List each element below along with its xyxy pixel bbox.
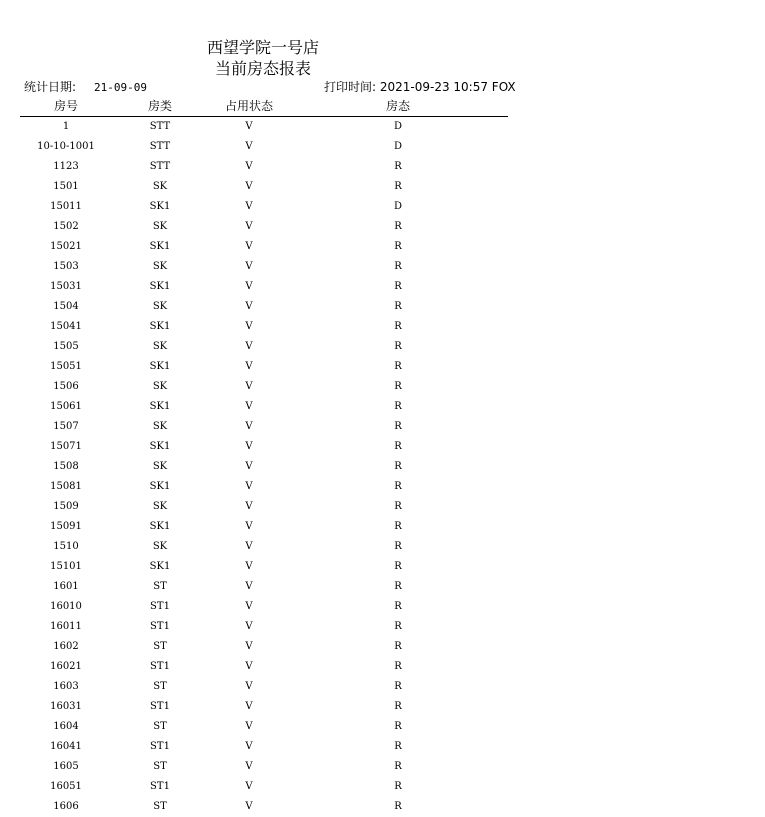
cell-occupancy: V (245, 721, 253, 732)
cell-type: SK (152, 421, 168, 432)
cell-occupancy: V (245, 661, 253, 672)
cell-status: R (394, 561, 402, 572)
column-headers (0, 97, 765, 115)
cell-room: 1504 (53, 301, 79, 312)
cell-occupancy: V (245, 161, 253, 172)
cell-occupancy: V (245, 501, 253, 512)
table-row (0, 217, 765, 237)
cell-room: 15091 (50, 521, 82, 532)
cell-type: SK (152, 301, 168, 312)
cell-room: 1505 (53, 341, 79, 352)
table-row (0, 197, 765, 217)
table-row (0, 457, 765, 477)
table-row (0, 677, 765, 697)
table-row (0, 517, 765, 537)
cell-room: 15021 (50, 241, 82, 252)
cell-status: R (394, 461, 402, 472)
cell-room: 10-10-1001 (37, 141, 95, 152)
cell-status: R (394, 361, 402, 372)
cell-room: 16041 (50, 741, 82, 752)
cell-status: R (394, 261, 402, 272)
cell-type: ST1 (150, 701, 170, 712)
cell-occupancy: V (245, 441, 253, 452)
cell-type: ST1 (150, 661, 170, 672)
cell-occupancy: V (245, 241, 253, 252)
cell-occupancy: V (245, 381, 253, 392)
cell-type: ST (153, 581, 167, 592)
cell-occupancy: V (245, 681, 253, 692)
cell-occupancy: V (245, 761, 253, 772)
cell-type: ST (153, 681, 167, 692)
cell-type: SK (152, 221, 168, 232)
table-row (0, 317, 765, 337)
cell-room: 1606 (53, 801, 79, 812)
cell-status: R (394, 481, 402, 492)
table-row (0, 717, 765, 737)
cell-occupancy: V (245, 601, 253, 612)
cell-type: ST (153, 761, 167, 772)
cell-room: 16011 (50, 621, 82, 632)
cell-type: SK1 (149, 401, 171, 412)
cell-room: 15101 (50, 561, 82, 572)
cell-status: R (394, 341, 402, 352)
cell-status: R (394, 521, 402, 532)
cell-type: STT (149, 161, 171, 172)
cell-type: ST (153, 721, 167, 732)
cell-room: 16010 (50, 601, 82, 612)
cell-type: SK (152, 381, 168, 392)
cell-type: ST1 (150, 741, 170, 752)
table-row (0, 117, 765, 137)
column-header-status: 房态 (385, 99, 410, 113)
table-row (0, 257, 765, 277)
cell-room: 1123 (53, 161, 79, 172)
cell-occupancy: V (245, 361, 253, 372)
table-row (0, 697, 765, 717)
cell-status: R (394, 161, 402, 172)
cell-type: ST (153, 801, 167, 812)
cell-occupancy: V (245, 301, 253, 312)
table-row (0, 177, 765, 197)
print-time: 打印时间: 2021-09-23 10:57 FOX (324, 80, 516, 94)
cell-type: STT (149, 141, 171, 152)
cell-type: STT (149, 121, 171, 132)
table-row (0, 657, 765, 677)
cell-type: SK1 (149, 241, 171, 252)
cell-room: 1601 (53, 581, 79, 592)
cell-room: 1508 (53, 461, 79, 472)
cell-room: 1507 (53, 421, 79, 432)
table-row (0, 557, 765, 577)
stat-date-value: 21-09-09 (94, 81, 148, 94)
cell-occupancy: V (245, 121, 253, 132)
cell-status: D (393, 201, 403, 212)
cell-room: 15061 (50, 401, 82, 412)
table-row (0, 757, 765, 777)
cell-type: SK1 (149, 361, 171, 372)
cell-status: R (394, 681, 402, 692)
cell-occupancy: V (245, 541, 253, 552)
table-row (0, 537, 765, 557)
cell-type: SK1 (149, 481, 171, 492)
cell-status: R (394, 181, 402, 192)
cell-room: 15071 (50, 441, 82, 452)
cell-occupancy: V (245, 281, 253, 292)
cell-status: R (394, 761, 402, 772)
table-row (0, 637, 765, 657)
cell-occupancy: V (245, 701, 253, 712)
table-row (0, 377, 765, 397)
cell-type: SK1 (149, 441, 171, 452)
cell-status: R (394, 381, 402, 392)
cell-room: 1603 (53, 681, 79, 692)
table-row (0, 737, 765, 757)
cell-room: 1509 (53, 501, 79, 512)
cell-room: 15011 (50, 201, 82, 212)
cell-room: 1502 (53, 221, 79, 232)
cell-room: 16021 (50, 661, 82, 672)
cell-status: R (394, 401, 402, 412)
cell-status: R (394, 421, 402, 432)
table-row (0, 237, 765, 257)
cell-occupancy: V (245, 461, 253, 472)
cell-occupancy: V (245, 401, 253, 412)
cell-room: 15031 (50, 281, 82, 292)
cell-status: R (394, 781, 402, 792)
cell-type: ST1 (150, 781, 170, 792)
cell-type: SK1 (149, 321, 171, 332)
table-row (0, 137, 765, 157)
cell-type: SK (152, 341, 168, 352)
cell-status: R (394, 801, 402, 812)
cell-status: R (394, 301, 402, 312)
table-body (0, 117, 765, 817)
table-row (0, 477, 765, 497)
table-row (0, 777, 765, 797)
cell-status: R (394, 601, 402, 612)
cell-occupancy: V (245, 561, 253, 572)
cell-status: R (394, 581, 402, 592)
cell-type: SK1 (149, 521, 171, 532)
table-row (0, 357, 765, 377)
table-row (0, 157, 765, 177)
cell-occupancy: V (245, 141, 253, 152)
cell-status: R (394, 321, 402, 332)
cell-type: SK (152, 461, 168, 472)
cell-occupancy: V (245, 781, 253, 792)
cell-status: R (394, 441, 402, 452)
cell-type: SK1 (149, 201, 171, 212)
cell-room: 15041 (50, 321, 82, 332)
table-row (0, 437, 765, 457)
cell-occupancy: V (245, 801, 253, 812)
cell-status: R (394, 541, 402, 552)
cell-room: 1602 (53, 641, 79, 652)
cell-room: 1503 (53, 261, 79, 272)
cell-occupancy: V (245, 581, 253, 592)
cell-room: 1 (62, 121, 70, 132)
cell-occupancy: V (245, 421, 253, 432)
cell-type: SK1 (149, 561, 171, 572)
table-row (0, 617, 765, 637)
table-row (0, 797, 765, 817)
cell-status: R (394, 661, 402, 672)
cell-type: ST1 (150, 601, 170, 612)
cell-status: R (394, 621, 402, 632)
cell-type: SK (152, 501, 168, 512)
cell-status: D (393, 141, 403, 152)
cell-status: R (394, 741, 402, 752)
cell-status: R (394, 221, 402, 232)
cell-occupancy: V (245, 621, 253, 632)
cell-status: D (393, 121, 403, 132)
cell-room: 1501 (53, 181, 79, 192)
table-row (0, 337, 765, 357)
cell-occupancy: V (245, 481, 253, 492)
cell-status: R (394, 281, 402, 292)
cell-occupancy: V (245, 341, 253, 352)
table-row (0, 577, 765, 597)
table-row (0, 277, 765, 297)
cell-type: ST1 (150, 621, 170, 632)
table-row (0, 497, 765, 517)
cell-status: R (394, 721, 402, 732)
cell-type: SK (152, 181, 168, 192)
cell-occupancy: V (245, 321, 253, 332)
cell-room: 16051 (50, 781, 82, 792)
column-header-type: 房类 (147, 99, 172, 113)
cell-occupancy: V (245, 181, 253, 192)
cell-type: SK (152, 261, 168, 272)
cell-room: 1604 (53, 721, 79, 732)
cell-status: R (394, 241, 402, 252)
table-row (0, 397, 765, 417)
cell-room: 15051 (50, 361, 82, 372)
column-header-occupancy: 占用状态 (224, 99, 273, 113)
cell-occupancy: V (245, 741, 253, 752)
report-subtitle: 当前房态报表 (214, 59, 311, 78)
cell-room: 16031 (50, 701, 82, 712)
cell-occupancy: V (245, 261, 253, 272)
cell-occupancy: V (245, 641, 253, 652)
cell-room: 1605 (53, 761, 79, 772)
table-row (0, 417, 765, 437)
cell-room: 1510 (53, 541, 79, 552)
stat-date-label: 统计日期: (24, 80, 77, 94)
cell-type: ST (153, 641, 167, 652)
stat-date (24, 78, 147, 97)
cell-type: SK1 (149, 281, 171, 292)
cell-room: 1506 (53, 381, 79, 392)
cell-status: R (394, 701, 402, 712)
report-title: 西望学院一号店 (206, 38, 319, 57)
cell-status: R (394, 641, 402, 652)
column-header-room: 房号 (53, 99, 78, 113)
cell-room: 15081 (50, 481, 82, 492)
table-row (0, 297, 765, 317)
table-row (0, 597, 765, 617)
cell-status: R (394, 501, 402, 512)
cell-type: SK (152, 541, 168, 552)
cell-occupancy: V (245, 521, 253, 532)
cell-occupancy: V (245, 221, 253, 232)
cell-occupancy: V (245, 201, 253, 212)
